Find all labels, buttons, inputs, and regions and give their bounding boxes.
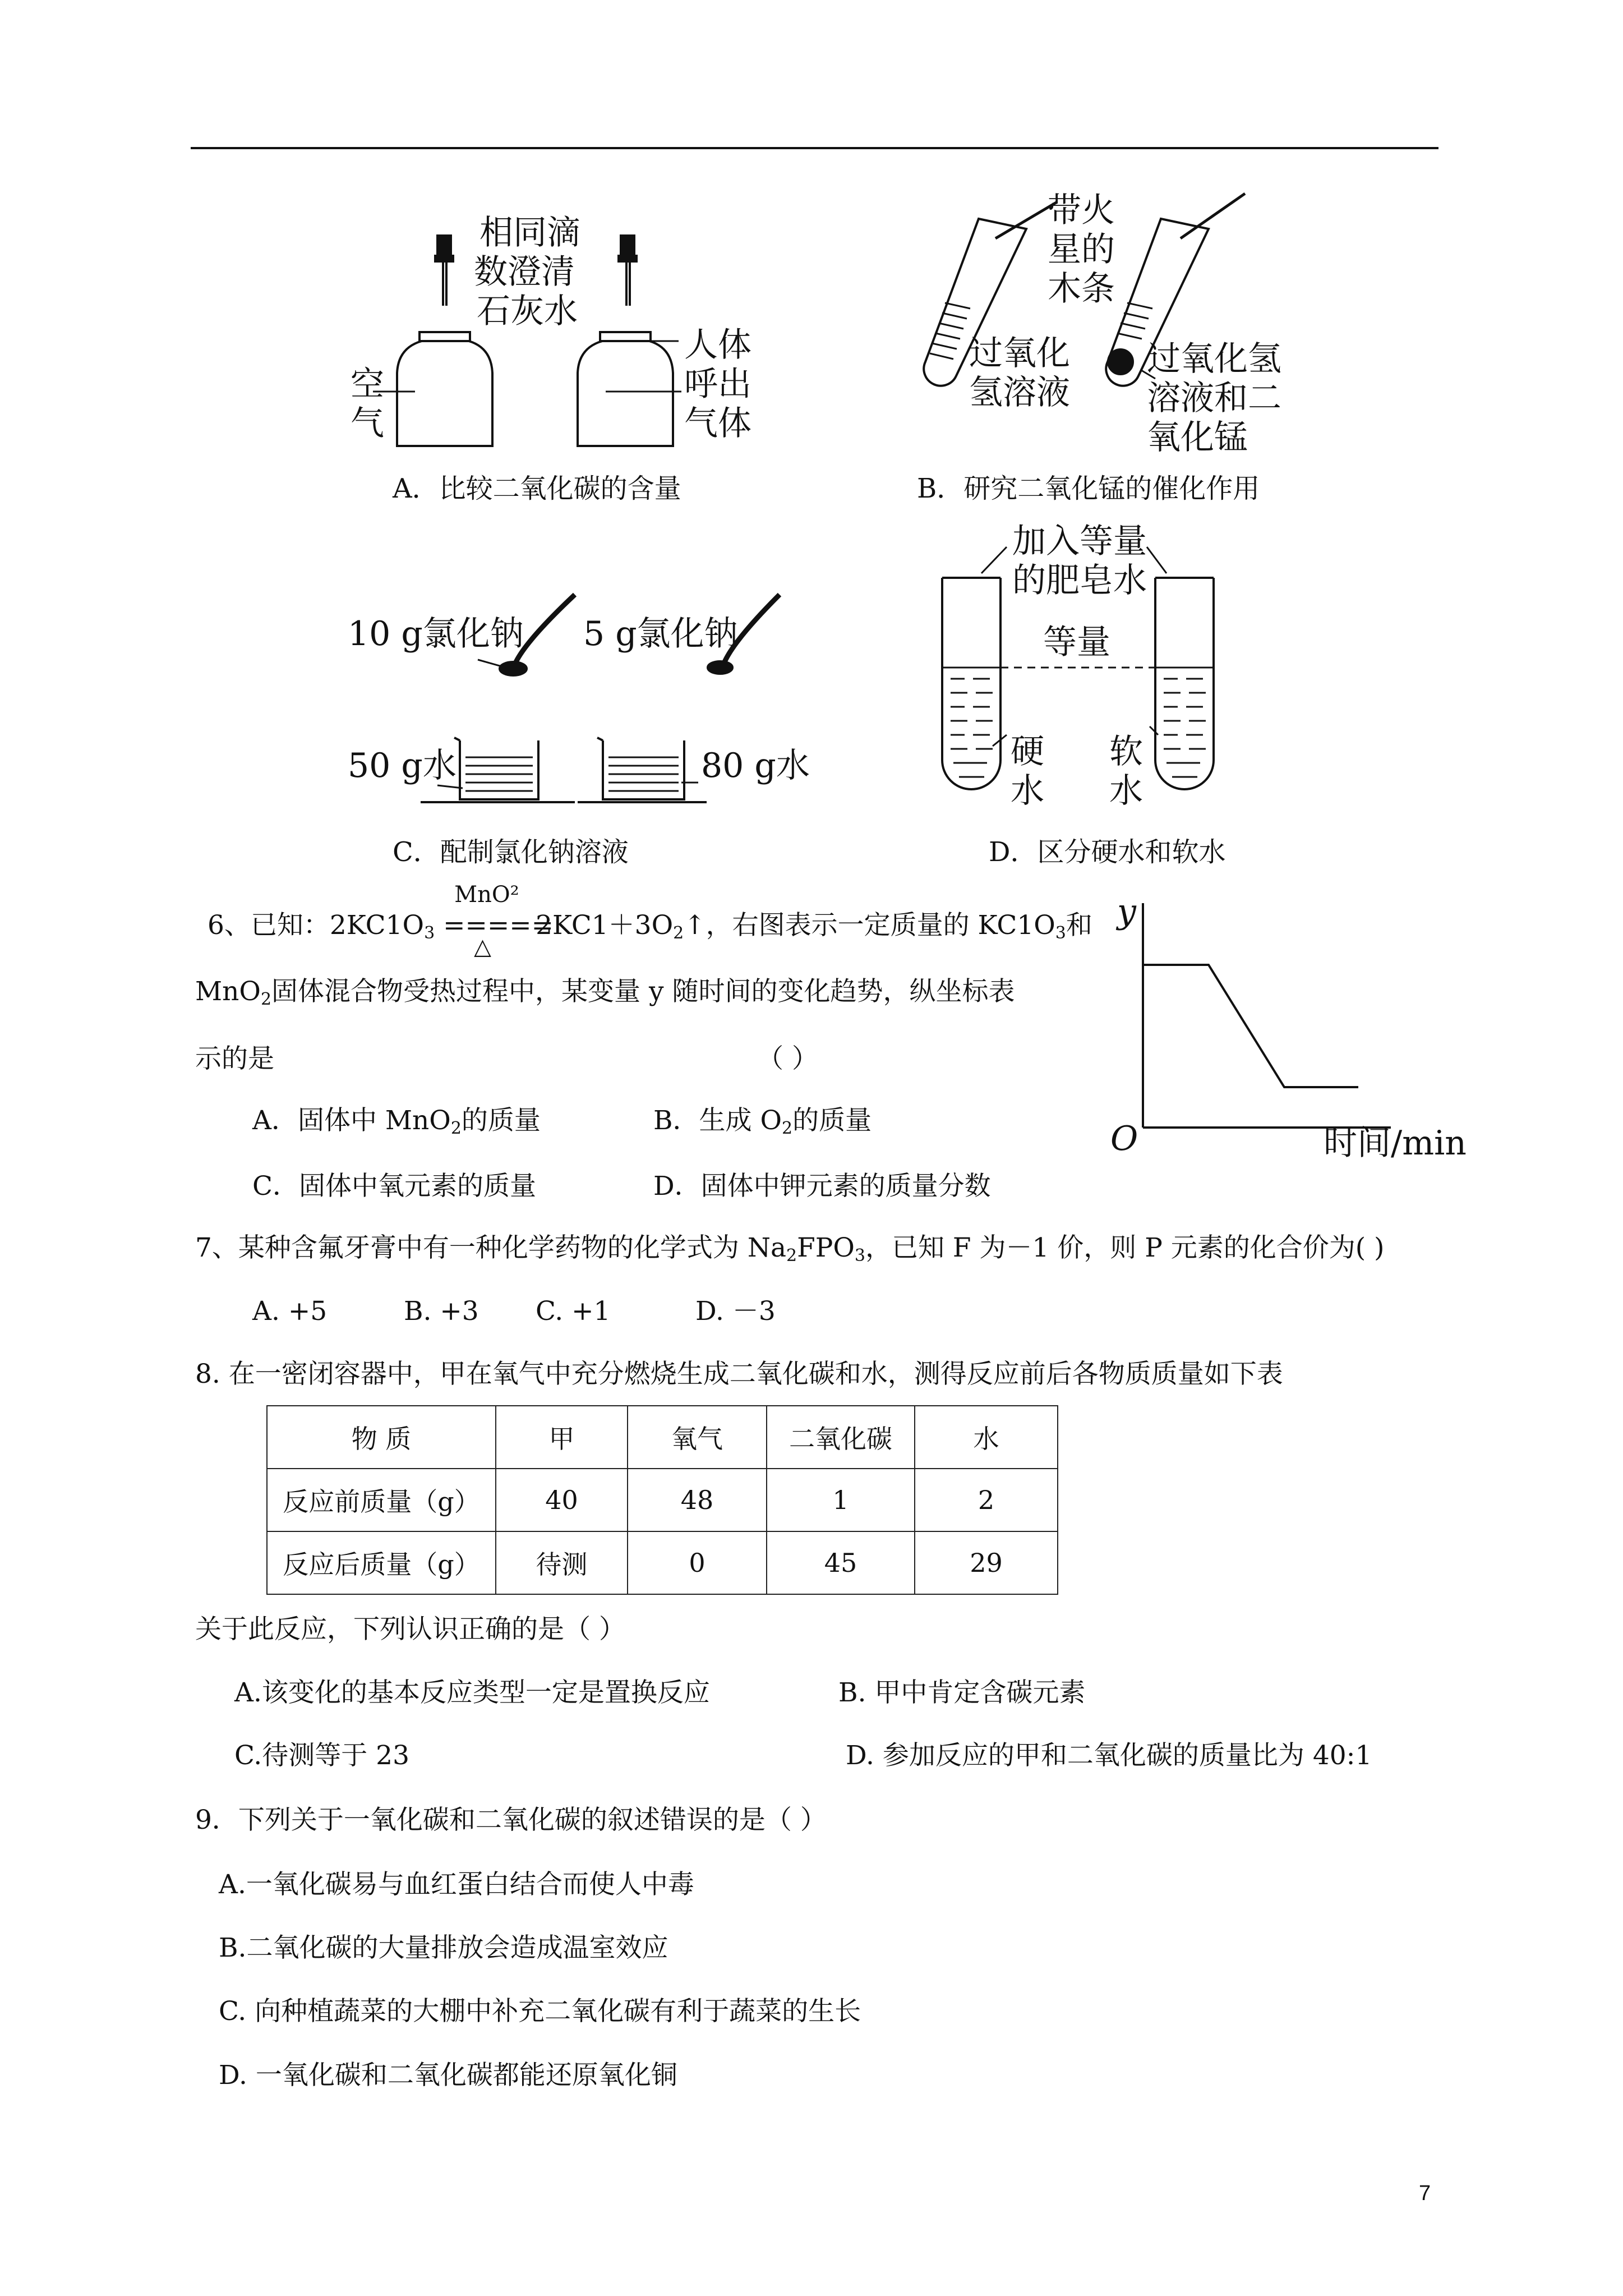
q6-graph-curve [1143, 965, 1358, 1087]
q6-equals: ===== [443, 910, 554, 941]
figure-d-soft-label-2: 水 [1109, 771, 1143, 811]
figure-a-air-label-1: 空 [351, 365, 384, 404]
q6-option-d: D．固体中钾元素的质量分数 [653, 1171, 991, 1202]
table-cell: 0 [628, 1531, 767, 1594]
figure-a-breath-label-2: 呼出 [684, 365, 751, 404]
table-cell: 40 [496, 1469, 628, 1531]
q9-option-a: A.一氧化碳易与血红蛋白结合而使人中毒 [219, 1869, 694, 1900]
page-number: 7 [1419, 2182, 1431, 2205]
table-cell: 待测 [496, 1531, 628, 1594]
table-cell: 45 [767, 1531, 915, 1594]
q7-option-c: C. +1 [536, 1296, 611, 1327]
figure-c-caption: C．配制氯化钠溶液 [393, 836, 629, 868]
q6-graph [1099, 892, 1481, 1172]
figure-d-top-label-2: 的肥皂水 [1012, 561, 1147, 600]
q6-line2-a: MnO [195, 976, 261, 1007]
q7-text-b: FPO [797, 1232, 855, 1263]
table-cell: 29 [915, 1531, 1058, 1594]
q7-sub: 3 [854, 1246, 865, 1266]
figure-a-drop-label-1: 相同滴 [479, 213, 580, 252]
q6-answer-paren: （ ） [757, 1043, 818, 1074]
figure-b-right-tube-label-3: 氧化锰 [1147, 418, 1248, 457]
figure-b-splint-label-3: 木条 [1048, 269, 1115, 309]
header-rule [191, 147, 1438, 149]
q7-option-d: D. －3 [695, 1296, 776, 1327]
q6-graph-origin-label: O [1110, 1119, 1138, 1158]
figure-c-salt-right-label: 5 g氯化钠 [583, 614, 738, 654]
q9-option-c: C. 向种植蔬菜的大棚中补充二氧化碳有利于蔬菜的生长 [219, 1996, 861, 2027]
q9-option-b: B.二氧化碳的大量排放会造成温室效应 [219, 1932, 668, 1963]
q6-prefix: 6、已知：2KC1O [208, 910, 425, 941]
q6-option-c: C．固体中氧元素的质量 [252, 1171, 536, 1202]
table-cell: 2 [915, 1469, 1058, 1531]
q6-sub: 2 [260, 990, 272, 1009]
q6-catalyst: MnO² [454, 882, 519, 908]
q6-heat-symbol: △ [474, 934, 491, 960]
table-cell: 48 [628, 1469, 767, 1531]
figure-a-drop-label-3: 石灰水 [477, 292, 578, 331]
q6-sub: 2 [450, 1119, 462, 1138]
q6-opt-a-b: 的质量 [461, 1105, 541, 1136]
q9-stem: 9．下列关于一氧化碳和二氧化碳的叙述错误的是（ ） [195, 1805, 827, 1835]
figure-a-air-label-2: 气 [351, 404, 384, 443]
table-header-cell: 氧气 [628, 1406, 767, 1469]
q6-reaction-condition [443, 882, 554, 960]
q6-line-3 [195, 1042, 274, 1076]
table-cell: 反应后质量（g） [267, 1531, 496, 1594]
q8-table [266, 1405, 1058, 1595]
q6-after: ↑，右图表示一定质量的 KC1O [684, 910, 1055, 941]
q7-option-b: B. +3 [404, 1296, 479, 1327]
figure-a-breath-label-3: 气体 [684, 404, 751, 443]
table-header-cell: 物 质 [267, 1406, 496, 1469]
q6-sub: 2 [673, 923, 684, 943]
figure-d [931, 522, 1245, 813]
table-header-row [267, 1406, 1058, 1469]
q6-option-b [653, 1104, 872, 1138]
q7-option-a: A. +5 [252, 1296, 328, 1327]
q6-line-2 [195, 975, 1015, 1009]
q8-stem: 8. 在一密闭容器中，甲在氧气中充分燃烧生成二氧化碳和水，测得反应前后各物质质量如下表 [195, 1359, 1283, 1389]
figure-b-caption: B．研究二氧化锰的催化作用 [917, 473, 1260, 504]
table-row [267, 1531, 1058, 1594]
figure-a-breath-label-1: 人体 [684, 325, 751, 365]
q8-question: 关于此反应，下列认识正确的是（ ） [195, 1614, 625, 1645]
table-header-cell: 二氧化碳 [767, 1406, 915, 1469]
figure-a-drop-label-2: 数澄清 [474, 252, 575, 292]
q6-sub: 3 [1055, 923, 1066, 943]
figure-a-caption: A．比较二氧化碳的含量 [393, 473, 681, 504]
q6-opt-a-a: A．固体中 MnO [252, 1105, 451, 1136]
q7-stem [195, 1231, 1384, 1265]
figure-b-right-tube-label-2: 溶液和二 [1147, 379, 1281, 418]
figure-b-splint-label-1: 带火 [1048, 191, 1115, 230]
q7-text-c: ，已知 F 为－1 价，则 P 元素的化合价为( ) [865, 1232, 1385, 1263]
q9-option-d: D. 一氧化碳和二氧化碳都能还原氧化铜 [219, 2060, 677, 2091]
table-header-cell: 水 [915, 1406, 1058, 1469]
q6-products: 2KC1＋3O [536, 910, 674, 941]
q6-line-1 [208, 882, 1092, 960]
figure-c-water-left-label: 50 g水 [348, 746, 457, 785]
figure-d-caption: D．区分硬水和软水 [989, 836, 1226, 868]
table-cell: 反应前质量（g） [267, 1469, 496, 1531]
table-cell: 1 [767, 1469, 915, 1531]
figure-d-equal-label: 等量 [1043, 623, 1110, 662]
q8-option-c: C.待测等于 23 [234, 1740, 409, 1771]
q6-sub: 3 [424, 923, 435, 943]
figure-a [351, 213, 808, 466]
q6-graph-y-label: y [1117, 892, 1136, 931]
figure-d-hard-label-2: 水 [1011, 771, 1044, 811]
q6-line2-b: 固体混合物受热过程中，某变量 y 随时间的变化趋势，纵坐标表 [271, 976, 1015, 1007]
q6-option-a [252, 1104, 541, 1138]
figure-c [348, 578, 830, 813]
q8-option-a: A.该变化的基本反应类型一定是置换反应 [234, 1677, 710, 1708]
figure-d-top-label-1: 加入等量 [1012, 522, 1147, 561]
figure-b-left-tube-label-2: 氢溶液 [969, 373, 1070, 412]
figure-d-hard-label-1: 硬 [1011, 732, 1044, 771]
q6-sub: 2 [782, 1119, 793, 1138]
q7-text-a: 7、某种含氟牙膏中有一种化学药物的化学式为 Na [195, 1232, 786, 1263]
q7-sub: 2 [786, 1246, 797, 1266]
q8-option-d: D. 参加反应的甲和二氧化碳的质量比为 40:1 [846, 1740, 1372, 1771]
q8-option-b: B. 甲中肯定含碳元素 [838, 1677, 1086, 1708]
q6-opt-b-b: 的质量 [792, 1105, 872, 1136]
figure-b-left-tube-label-1: 过氧化 [969, 334, 1070, 373]
q6-graph-x-label: 时间/min [1324, 1124, 1467, 1163]
figure-d-soft-label-1: 软 [1109, 732, 1143, 771]
q6-opt-b-a: B．生成 O [653, 1105, 782, 1136]
table-header-cell: 甲 [496, 1406, 628, 1469]
figure-b-splint-label-2: 星的 [1048, 230, 1115, 269]
figure-b-right-tube-label-1: 过氧化氢 [1147, 339, 1281, 379]
q6-after-end: 和 [1066, 910, 1092, 941]
table-row [267, 1469, 1058, 1531]
q6-line3: 示的是 [195, 1043, 274, 1074]
figure-c-water-right-label: 80 g水 [701, 746, 810, 785]
figure-c-salt-left-label: 10 g氯化钠 [348, 614, 524, 654]
figure-b [897, 191, 1301, 460]
